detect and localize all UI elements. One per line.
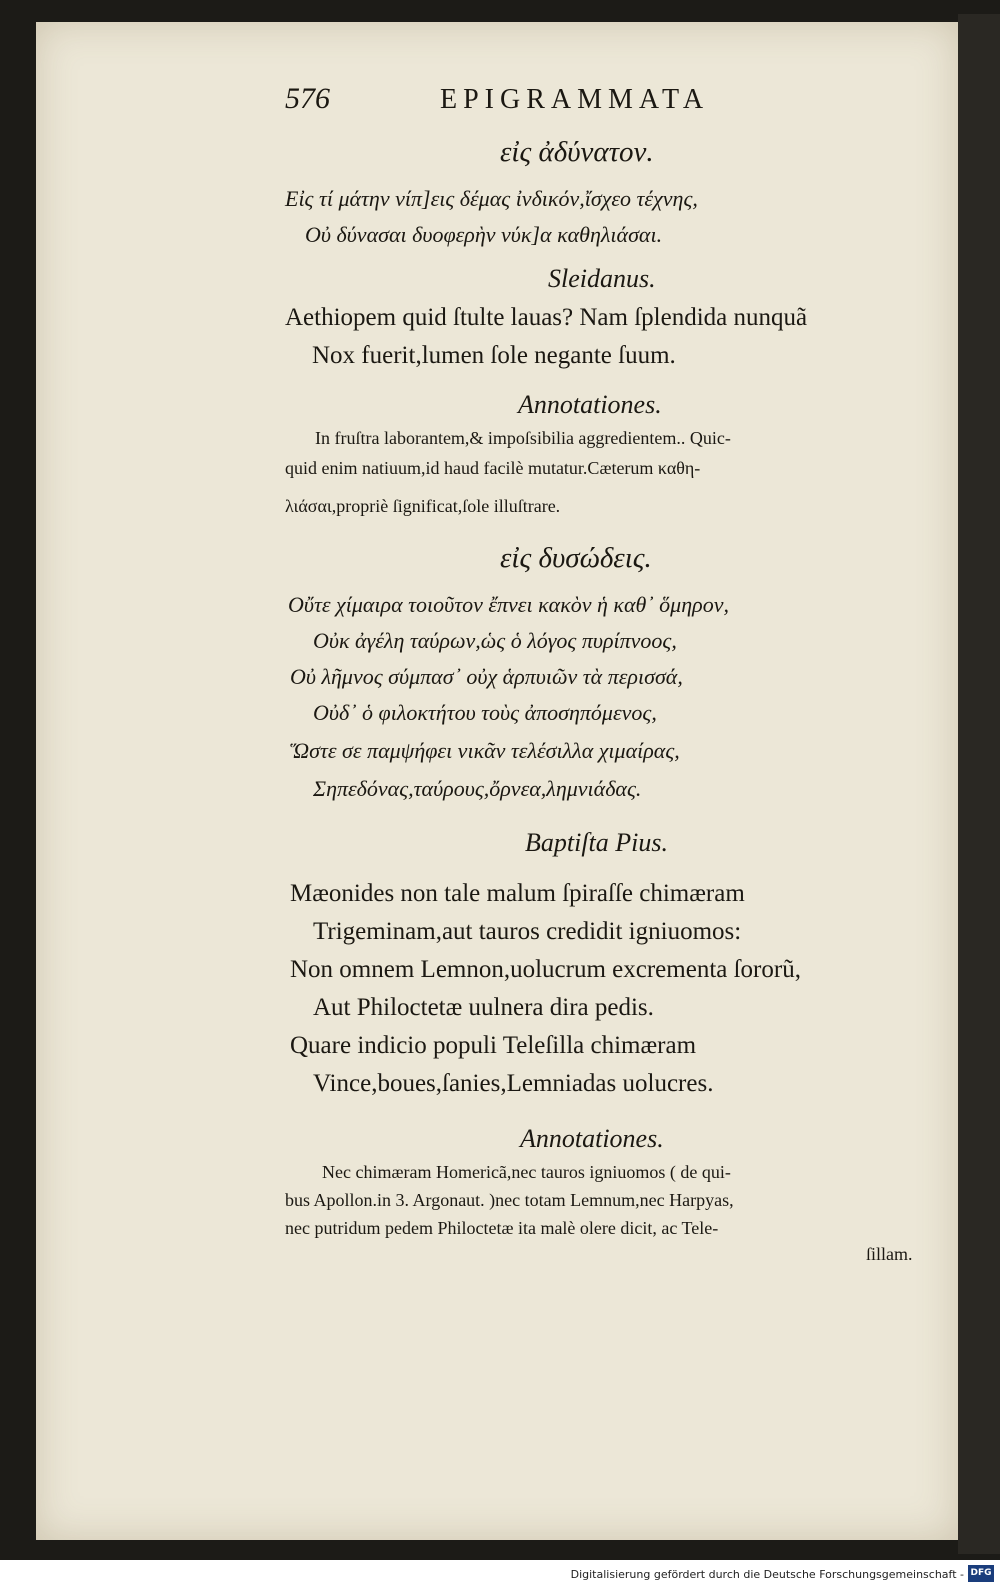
epigram-2-latin-line: Quare indicio populi Teleſilla chimæram <box>290 1032 697 1059</box>
epigram-2-translator: Baptiſta Pius. <box>525 828 668 857</box>
page-number: 576 <box>285 82 330 115</box>
epigram-2-greek-line: Ὥστε σε παμψήφει νικᾶν τελέσιλλα χιμαίρας, <box>290 738 680 763</box>
epigram-2-latin-line: Aut Philoctetæ uulnera dira pedis. <box>313 994 654 1021</box>
epigram-2-greek-line: Οὐ λῆμνος σύμπασ᾽ οὐχ ἁρπυιῶν τὰ περισσά, <box>290 664 683 689</box>
epigram-2-note-line: ſillam. <box>866 1244 913 1264</box>
digitization-credit: Digitalisierung gefördert durch die Deutsche Forschungsgemeinschaft - <box>570 1568 964 1581</box>
epigram-2-greek-line: Οὔτε χίμαιρα τοιοῦτον ἔπνει κακὸν ἡ καθ᾽ ὅμηρον, <box>288 592 729 617</box>
epigram-2-note-line: bus Apollon.in 3. Argonaut. )nec totam Lemnum,nec Harpyas, <box>285 1190 734 1210</box>
epigram-1-greek-title: εἰς ἀδύνατον. <box>500 136 654 168</box>
epigram-2-latin-line: Non omnem Lemnon,uolucrum excrementa ſororũ, <box>290 956 801 983</box>
epigram-2-latin-line: Trigeminam,aut tauros credidit igniuomos: <box>313 918 742 945</box>
epigram-1-greek-line: Εἰς τί μάτην νίπ]εις δέμας ἰνδικόν,ἴσχεο τέχνης, <box>285 186 698 211</box>
dfg-logo: DFG <box>968 1565 994 1582</box>
epigram-1-greek-line: Οὐ δύνασαι δυοφερὴν νύκ]α καθηλιάσαι. <box>305 222 663 247</box>
epigram-2-greek-line: Οὐδ᾽ ὁ φιλοκτήτου τοὺς ἀποσηπόμενος, <box>313 700 657 725</box>
epigram-1-translator: Sleidanus. <box>548 264 656 293</box>
epigram-1-latin-line: Aethiopem quid ſtulte lauas? Nam ſplendida nunquã <box>285 304 808 331</box>
running-title: EPIGRAMMATA <box>440 84 710 115</box>
epigram-2-greek-line: Οὐκ ἀγέλη ταύρων,ὡς ὁ λόγος πυρίπνοος, <box>313 628 677 653</box>
book-binding-edge <box>958 14 1000 1554</box>
epigram-2-notes-heading: Annotationes. <box>520 1124 664 1153</box>
epigram-2-greek-title: εἰς δυσώδεις. <box>500 542 652 574</box>
epigram-1-note-line: In fruſtra laborantem,& impoſsibilia aggredientem.. Quic- <box>315 428 731 448</box>
epigram-2-note-line: nec putridum pedem Philoctetæ ita malè olere dicit, ac Tele- <box>285 1218 719 1238</box>
epigram-2-latin-line: Vince,boues,ſanies,Lemniadas uolucres. <box>313 1070 714 1097</box>
epigram-2-greek-line: Σηπεδόνας,ταύρους,ὄρνεα,λημνιάδας. <box>313 776 642 801</box>
epigram-1-note-line: λιάσαι,propriè ſignificat,ſole illuſtrare. <box>285 496 561 516</box>
epigram-1-latin-line: Nox fuerit,lumen ſole negante ſuum. <box>312 342 676 369</box>
digitization-footer <box>0 1560 1000 1590</box>
epigram-1-note-line: quid enim natiuum,id haud facilè mutatur.Cæterum καθη- <box>285 458 701 478</box>
epigram-2-latin-line: Mæonides non tale malum ſpiraſſe chimæram <box>290 880 745 907</box>
epigram-1-notes-heading: Annotationes. <box>518 390 662 419</box>
epigram-2-note-line: Nec chimæram Homericã,nec tauros igniuomos ( de qui- <box>322 1162 731 1182</box>
